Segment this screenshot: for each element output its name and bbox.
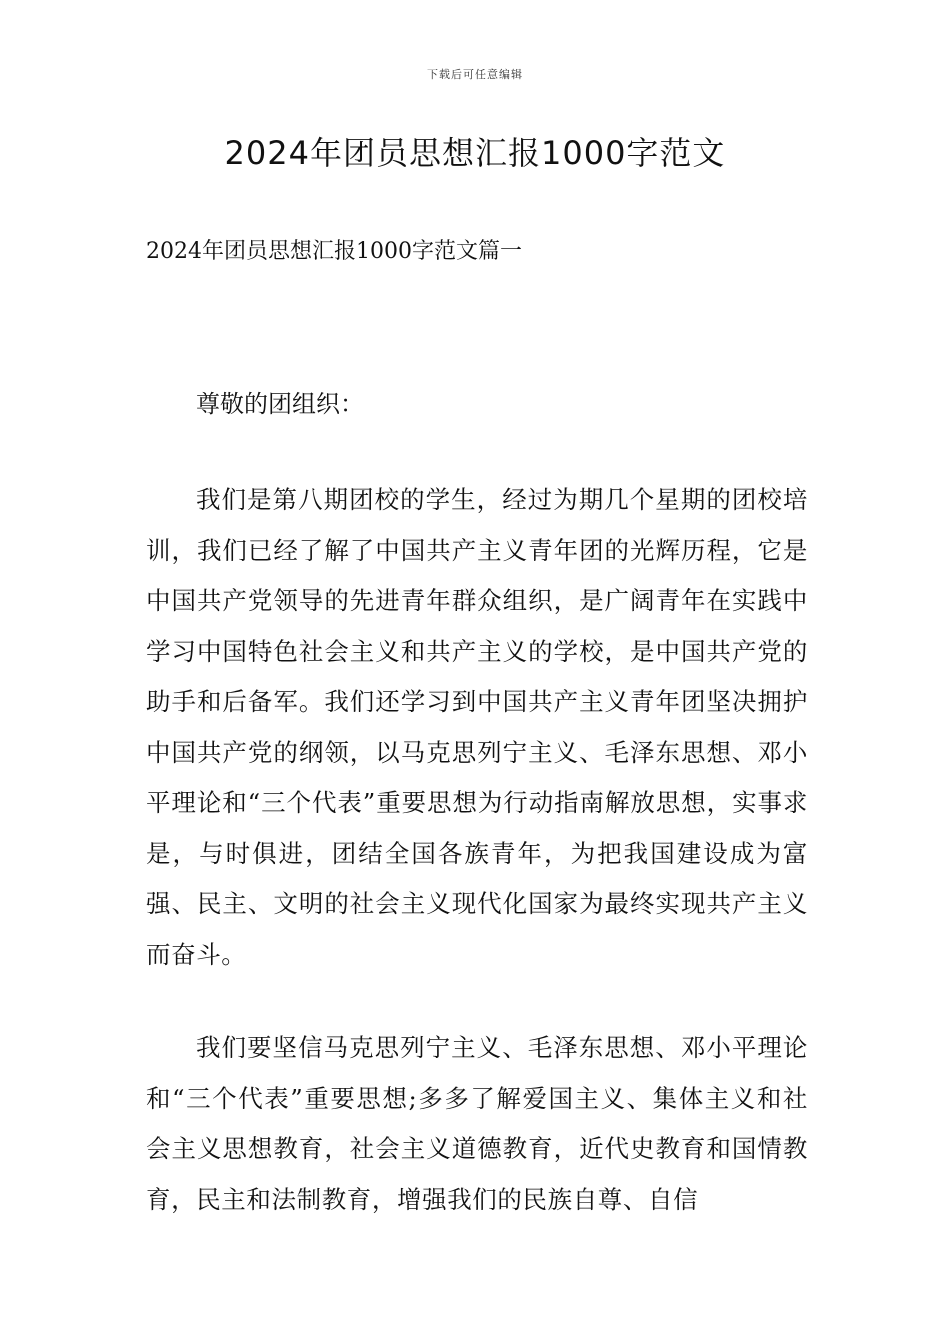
body-paragraph-2: 我们要坚信马克思列宁主义、毛泽东思想、邓小平理论和“三个代表”重要思想;多多了解爱国主义、集体主义和社会主义思想教育，社会主义道德教育，近代史教育和国情教育，民主和法制教育，增强我们的民族自尊、自信 [146, 1033, 808, 1214]
section-title: 2024年团员思想汇报1000字范文篇一 [146, 239, 522, 264]
document-title: 2024年团员思想汇报1000字范文 [224, 134, 726, 172]
body-paragraph-1: 我们是第八期团校的学生，经过为期几个星期的团校培训，我们已经了解了中国共产主义青年团的光辉历程，它是中国共产党领导的先进青年群众组织，是广阔青年在实践中学习中国特色社会主义和共产主义的学校，是中国共产党的助手和后备军。我们还学习到中国共产主义青年团坚决拥护中国共产党的纲领，以马克思列宁主义、毛泽东思想、邓小平理论和“三个代表”重要思想为行动指南解放思想，实事求是，与时俱进，团结全国各族青年，为把我国建设成为富强、民主、文明的社会主义现代化国家为最终实现共产主义而奋斗。 [146, 485, 808, 969]
greeting: 尊敬的团组织： [196, 390, 364, 418]
header-note: 下载后可任意编辑 [427, 68, 523, 81]
